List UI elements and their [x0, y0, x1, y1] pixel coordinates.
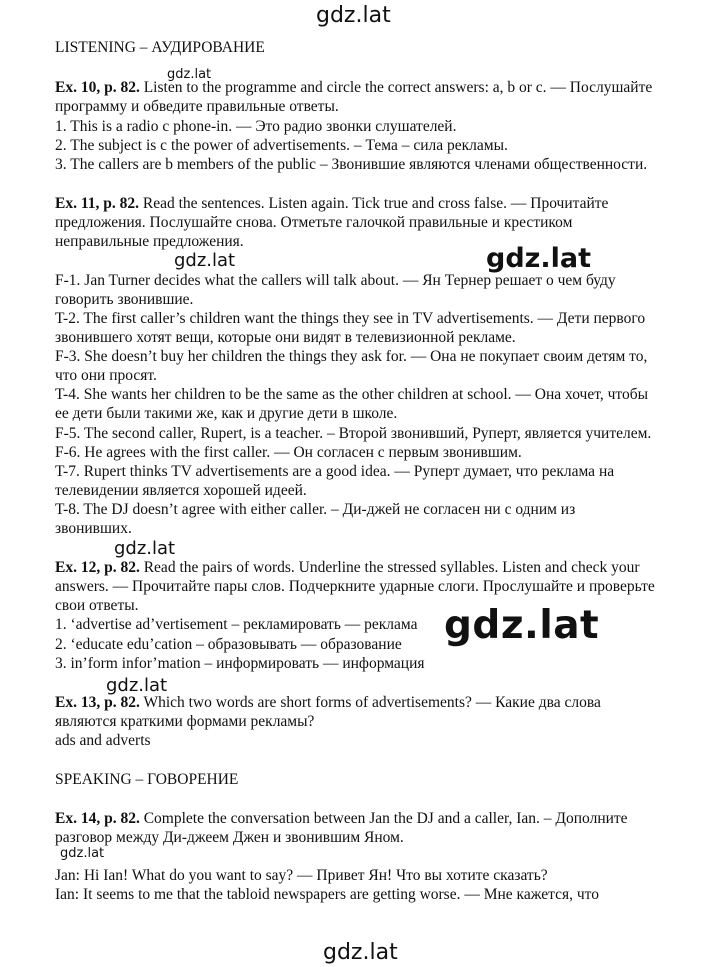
ex10-answer-2: 2. The subject is c the power of advertisements. – Тема – сила рекламы. — [55, 137, 508, 154]
ex11-line1 — [55, 194, 608, 213]
ex11-item: T-4. She wants her children to be the same as the other children at school. — Она хочет, чтобы — [55, 386, 648, 403]
ex11-item: F-3. She doesn’t buy her children the things they ask for. — Она не покупает своим детям то, — [55, 348, 648, 365]
ex11-item: T-7. Rupert thinks TV advertisements are a good idea. — Руперт думает, что реклама на — [55, 463, 615, 480]
ex11-line3: неправильные предложения. — [55, 233, 244, 250]
ex14-line1 — [55, 809, 628, 828]
ex10-line1 — [55, 78, 652, 97]
ex10-instruction: Listen to the programme and circle the correct answers: a, b or c. — Послушайте — [139, 79, 653, 96]
ex12-label: Ex. 12, p. 82. — [55, 559, 140, 576]
ex14-dialog-2: Ian: It seems to me that the tabloid newspapers are getting worse. — Мне кажется, что — [55, 886, 599, 903]
watermark-medium: gdz.lat — [486, 243, 592, 274]
ex11-item: F-5. The second caller, Rupert, is a teacher. – Второй звонивший, Руперт, является учителем. — [55, 425, 652, 442]
ex12-answer-1: 1. ‘advertise ad’vertisement – рекламировать — реклама — [55, 616, 418, 633]
watermark-small: gdz.lat — [114, 538, 176, 559]
ex11-item: T-2. The first caller’s children want the things they see in TV advertisements. — Дети первого — [55, 310, 646, 327]
ex11-item: T-8. The DJ doesn’t agree with either caller. – Ди-джей не согласен ни с одним из — [55, 501, 576, 518]
ex10-answer-3: 3. The callers are b members of the public – Звонившие являются членами общественности. — [55, 156, 648, 173]
ex13-label: Ex. 13, p. 82. — [55, 694, 140, 711]
watermark-large: gdz.lat — [444, 603, 600, 648]
section-heading-speaking: SPEAKING – ГОВОРЕНИЕ — [55, 771, 239, 788]
ex13-instruction: Which two words are short forms of advertisements? — Какие два слова — [139, 694, 601, 711]
ex11-item: что они просят. — [55, 367, 157, 384]
ex12-line1 — [55, 558, 640, 577]
section-heading-listening: LISTENING – АУДИРОВАНИЕ — [55, 39, 265, 56]
ex14-line2: разговор между Ди-джеем Джен и звонившим Яном. — [55, 829, 404, 846]
ex12-answer-3: 3. in’form infor’mation – информировать — информация — [55, 655, 425, 672]
ex10-line2: программу и обведите правильные ответы. — [55, 98, 339, 115]
watermark-small: gdz.lat — [60, 846, 105, 861]
watermark-footer: gdz.lat — [323, 940, 398, 965]
ex11-label: Ex. 11, p. 82. — [55, 195, 139, 212]
ex11-item: F-6. He agrees with the first caller. — Он согласен с первым звонившим. — [55, 444, 522, 461]
ex11-item: телевидении является хорошей идеей. — [55, 482, 307, 499]
ex14-dialog-1: Jan: Hi Ian! What do you want to say? — Привет Ян! Что вы хотите сказать? — [55, 867, 548, 884]
ex11-line2: предложения. Послушайте снова. Отметьте галочкой правильные и крестиком — [55, 214, 573, 231]
watermark-small: gdz.lat — [174, 250, 236, 271]
ex14-instruction: Complete the conversation between Jan the DJ and a caller, Ian. – Дополните — [139, 810, 628, 827]
ex11-item: F-1. Jan Turner decides what the callers will talk about. — Ян Тернер решает о чем буду — [55, 272, 616, 289]
ex10-answer-1: 1. This is a radio c phone-in. — Это радио звонки слушателей. — [55, 118, 457, 135]
ex13-answer: ads and adverts — [55, 732, 151, 749]
ex11-item: звонившего хотят вещи, которые они видят в телевизионной рекламе. — [55, 329, 516, 346]
ex13-line1 — [55, 693, 601, 712]
ex11-item: ее дети были такими же, как и другие дети в школе. — [55, 405, 398, 422]
watermark-small: gdz.lat — [106, 675, 168, 696]
ex14-label: Ex. 14, p. 82. — [55, 810, 140, 827]
watermark-header: gdz.lat — [316, 3, 391, 28]
ex10-label: Ex. 10, p. 82. — [55, 79, 140, 96]
watermark-small: gdz.lat — [167, 67, 212, 82]
ex11-instruction: Read the sentences. Listen again. Tick true and cross false. — Прочитайте — [138, 195, 609, 212]
ex12-answer-2: 2. ‘educate edu’cation – образовывать — образование — [55, 636, 402, 653]
ex12-line2: answers. — Прочитайте пары слов. Подчеркните ударные слоги. Прослушайте и проверьте — [55, 578, 655, 595]
ex11-item: звонивших. — [55, 520, 132, 537]
ex12-instruction: Read the pairs of words. Underline the stressed syllables. Listen and check your — [139, 559, 640, 576]
ex13-line2: являются краткими формами рекламы? — [55, 713, 315, 730]
ex12-line3: свои ответы. — [55, 597, 139, 614]
ex11-item: говорить звонившие. — [55, 291, 194, 308]
